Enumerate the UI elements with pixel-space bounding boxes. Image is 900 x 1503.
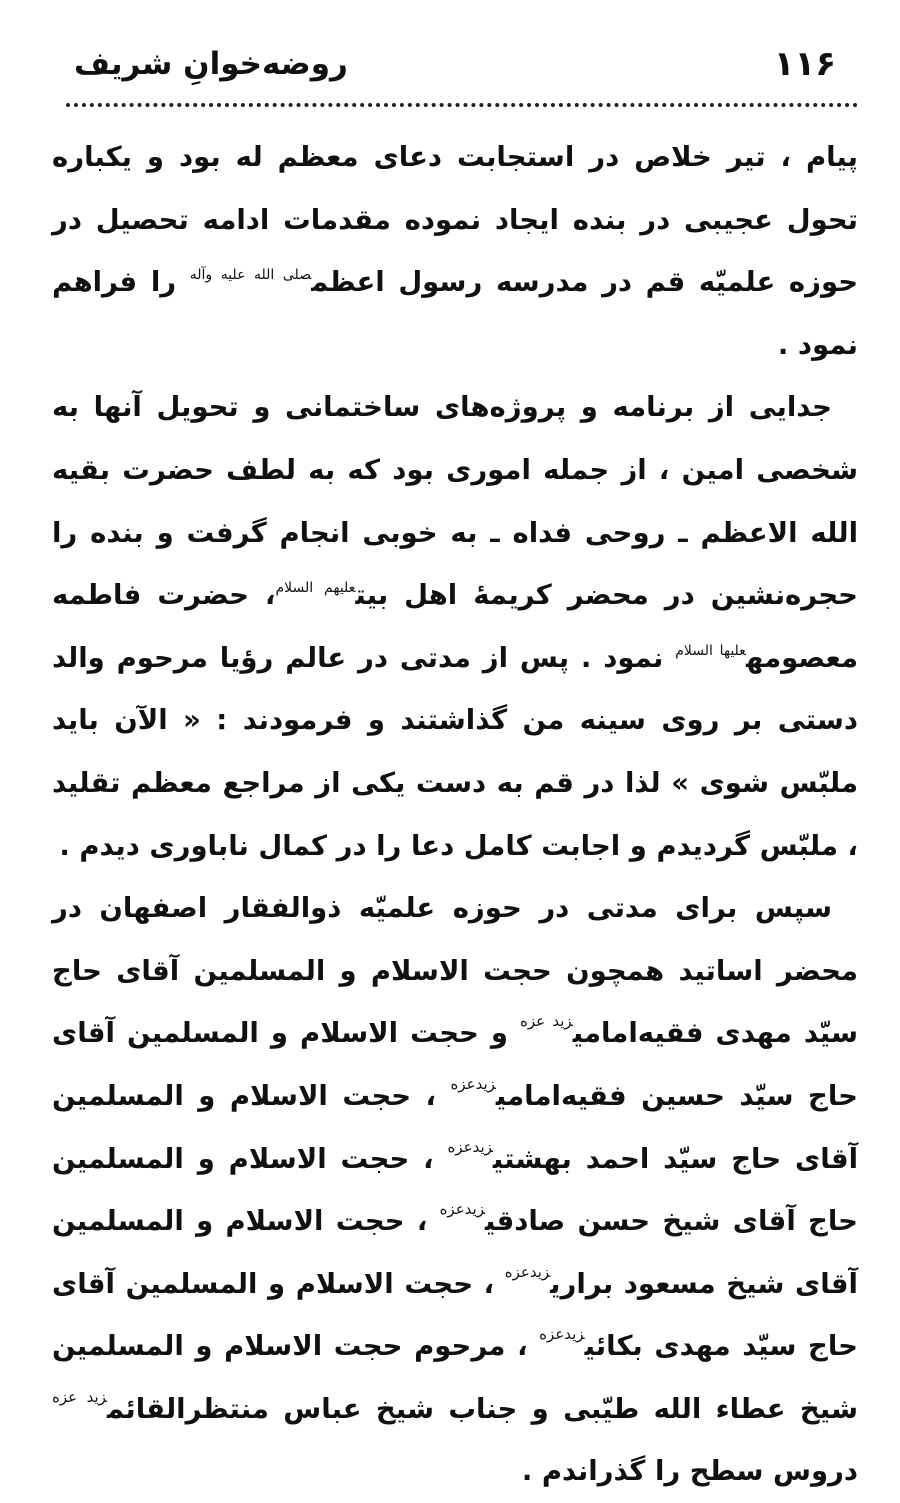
text-run: را فراهم نمود . bbox=[52, 266, 858, 361]
book-page bbox=[52, 0, 859, 1488]
text-run: سپس برای مدتی در حوزه علمیّه ذوالفقار اصفهان در محضر اساتید همچون حجت الاسلام و المسلمین آقای حاج سیّد مهدی فقیه‌امامی bbox=[52, 892, 858, 1050]
honorific-superscript: زیدعزه bbox=[447, 1137, 493, 1156]
header-dotted-rule bbox=[66, 103, 858, 107]
page-number: ۱۱۶ bbox=[773, 44, 836, 84]
paragraph-3 bbox=[52, 877, 858, 1503]
text-run: ، حجت الاسلام و المسلمین حاج آقای شیخ حسن صادقی bbox=[52, 1142, 859, 1238]
honorific-superscript: زید عزه bbox=[520, 1012, 573, 1031]
text-run: ، حجت الاسلام و المسلمین آقای حاج سیّد مهدی بکائی bbox=[52, 1267, 858, 1363]
honorific-mark: علیهم السلام bbox=[275, 580, 356, 597]
paragraph-1 bbox=[52, 126, 858, 376]
honorific-superscript: زیدعزه bbox=[439, 1200, 485, 1219]
text-run: جدایی از برنامه و پروژه‌های ساختمانی و تحویل آنها به شخصی امین ، از جمله اموری بود که به لطف حضرت بقیه الله الاعظم ـ روحی فداه ـ به خوبی انجام گرفت و بنده را حجره‌نشین در محضر کریمۀ اهل بیت bbox=[52, 391, 859, 612]
honorific-mark: علیها السلام bbox=[675, 642, 746, 659]
paragraph-2 bbox=[52, 376, 858, 877]
honorific-superscript: زیدعزه bbox=[539, 1325, 585, 1344]
text-run: ، حضرت فاطمه معصومه bbox=[52, 579, 859, 674]
running-title: روضه‌خوانِ شریف bbox=[74, 46, 348, 82]
page-header bbox=[52, 38, 858, 98]
honorific-superscript: زید عزه bbox=[52, 1387, 107, 1406]
text-run: پیام ، تیر خلاص در استجابت دعای معظم له بود و یکباره تحول عجیبی در بنده ایجاد نموده مقدمات ادامه تحصیل در حوزه علمیّه قم در مدرسه رسول اعظم bbox=[52, 141, 859, 299]
text-run: و حجت الاسلام و المسلمین آقای حاج سیّد حسین فقیه‌امامی bbox=[52, 1017, 858, 1112]
honorific-superscript: زیدعزه bbox=[450, 1074, 496, 1093]
text-run: ، حجت الاسلام و المسلمین آقای حاج سیّد احمد بهشتی bbox=[52, 1079, 859, 1175]
body-text bbox=[52, 126, 858, 1503]
honorific-mark: صلی الله علیه وآله bbox=[189, 267, 312, 284]
text-run: نمود . پس از مدتی در عالم رؤیا مرحوم والد دستی بر روی سینه من گذاشتند و فرمودند : « الآن باید ملبّس شوی » لذا در قم به دست یکی از مراجع معظم تقلید ، ملبّس گردیدم و اجابت کامل دعا را در کمال ناباوری دیدم . bbox=[52, 641, 858, 862]
honorific-superscript: زیدعزه bbox=[504, 1262, 551, 1281]
text-run: ، حجت الاسلام و المسلمین آقای شیخ مسعود براری bbox=[52, 1205, 858, 1300]
text-run: دروس سطح را گذراندم . bbox=[521, 1455, 858, 1488]
text-run: ، مرحوم حجت الاسلام و المسلمین شیخ عطاء الله طیّبی و جناب شیخ عباس منتظرالقائم bbox=[52, 1330, 858, 1425]
